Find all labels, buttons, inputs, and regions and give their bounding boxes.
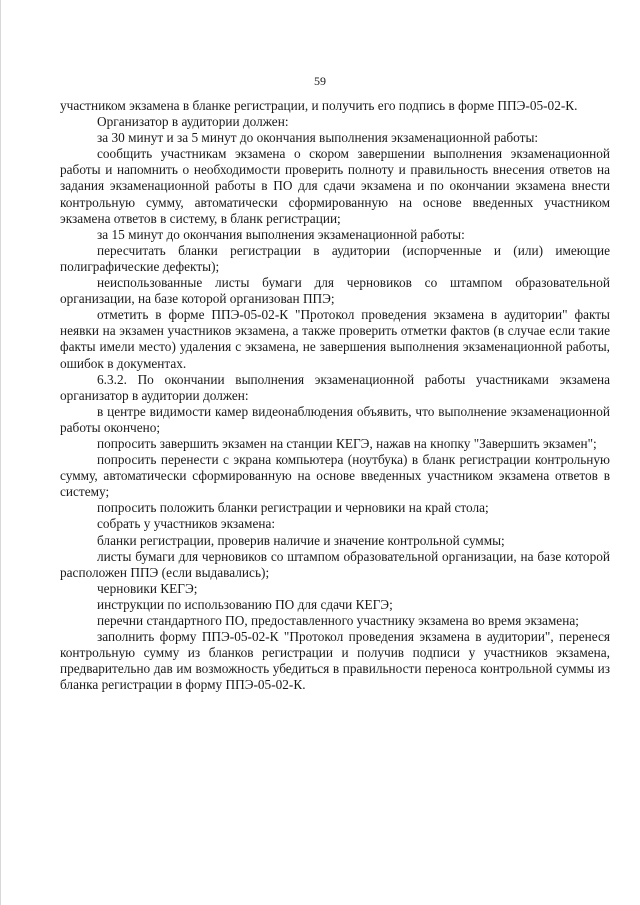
paragraph: неиспользованные листы бумаги для черновиков со штампом образовательной организации, на базе которой организован ППЭ;: [60, 275, 610, 307]
paragraph: попросить завершить экзамен на станции КЕГЭ, нажав на кнопку "Завершить экзамен";: [97, 435, 597, 451]
paragraph: попросить перенести с экрана компьютера (ноутбука) в бланк регистрации контрольную сумму, автоматически сформированную на основе введенных участником экзамена ответов в систему;: [60, 452, 610, 500]
paragraph: собрать у участников экзамена:: [97, 516, 276, 532]
paragraph: пересчитать бланки регистрации в аудитории (испорченные и (или) имеющие полиграфические дефекты);: [60, 242, 610, 274]
paragraph: инструкции по использованию ПО для сдачи КЕГЭ;: [97, 596, 393, 612]
paragraph: Организатор в аудитории должен:: [97, 114, 289, 130]
document-body: [60, 98, 610, 693]
paragraph: в центре видимости камер видеонаблюдения объявить, что выполнение экзаменационной работы окончено;: [60, 403, 610, 435]
paragraph: сообщить участникам экзамена о скором завершении выполнения экзаменационной работы и напомнить о необходимости проверить полноту и правильность внесения ответов на задания экзаменационной работы в ПО для сдачи экзамена и по окончании экзамена внести контрольную сумму, автоматически сформированную на основе введенных участником экзамена ответов в систему, в бланк регистрации;: [60, 146, 610, 226]
paragraph: 6.3.2. По окончании выполнения экзаменационной работы участниками экзамена организатор в аудитории должен:: [60, 371, 610, 403]
paragraph: участником экзамена в бланке регистрации, и получить его подпись в форме ППЭ-05-02-К.: [60, 98, 578, 113]
scan-edge-line: [0, 0, 1, 905]
paragraph: перечни стандартного ПО, предоставленного участнику экзамена во время экзамена;: [97, 613, 579, 628]
paragraph: заполнить форму ППЭ-05-02-К "Протокол проведения экзамена в аудитории", перенеся контрольную сумму из бланков регистрации и получив подписи у участников экзамена, предварительно дав им возможность убедиться в правильности переноса контрольной суммы из бланка регистрации в форму ППЭ-05-02-К.: [60, 629, 610, 693]
page-number: 59: [314, 74, 326, 88]
paragraph: отметить в форме ППЭ-05-02-К "Протокол проведения экзамена в аудитории" факты неявки на экзамен участников экзамена, а также проверить отметки фактов (в случае если такие факты имели место) удаления с экзамена, не завершения выполнения экзаменационной работы, ошибок в документах.: [60, 307, 610, 371]
paragraph: попросить положить бланки регистрации и черновики на край стола;: [97, 500, 489, 516]
paragraph: за 30 минут и за 5 минут до окончания выполнения экзаменационной работы:: [97, 130, 539, 146]
paragraph: бланки регистрации, проверив наличие и значение контрольной суммы;: [97, 532, 505, 548]
paragraph: листы бумаги для черновиков со штампом образовательной организации, на базе которой расположен ППЭ (если выдавались);: [60, 548, 610, 580]
paragraph: черновики КЕГЭ;: [97, 580, 198, 596]
paragraph: за 15 минут до окончания выполнения экзаменационной работы:: [97, 226, 465, 242]
